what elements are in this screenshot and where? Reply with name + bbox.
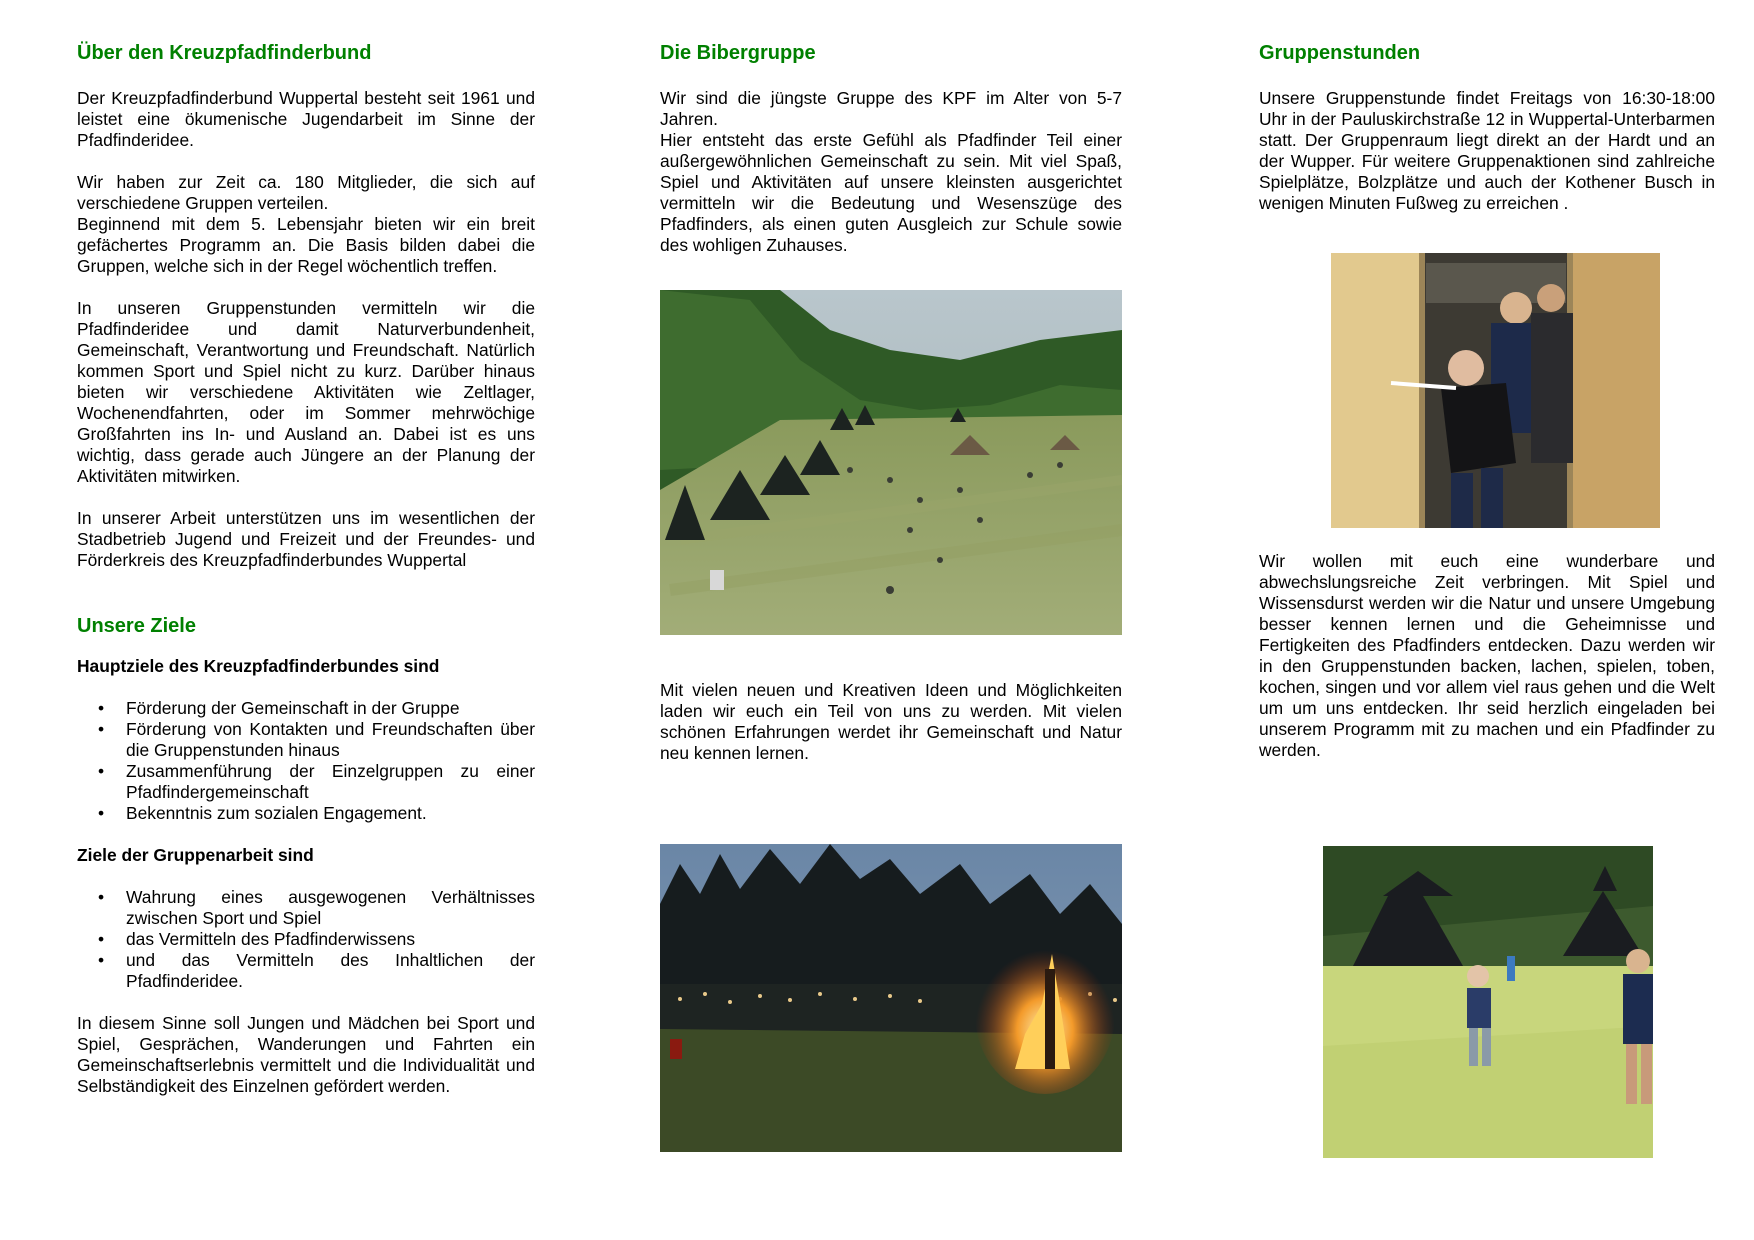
main-goals-title: Hauptziele des Kreuzpfadfinderbundes sind [77, 656, 440, 676]
group-goals-list [77, 887, 535, 992]
main-goals-list [77, 698, 535, 824]
doorway-children-photo [1331, 253, 1660, 528]
list-item: • das Vermitteln des Pfadfinderwissens [77, 929, 535, 950]
closing-paragraph: In diesem Sinne soll Jungen und Mädchen bei Sport und Spiel, Gesprächen, Wanderungen und Fahrten ein Gemeinschaftserlebnis vermittelt und die Individualität und Selbständigkeit des Einzelnen gefördert werden. [77, 1013, 535, 1096]
gruppenstunden-paragraph-2: Wir wollen mit euch eine wunderbare und abwechslungsreiche Zeit verbringen. Mit Spiel und Wissensdurst werden wir die Natur und unsere Umgebung besser kennen lernen und die Geheimnisse und Fertigkeiten des Pfadfinders entdecken. Dazu werden wir in den Gruppenstunden backen, lachen, spielen, toben, kochen, singen und vor allem viel raus gehen und die Welt um um uns entdecken. Ihr seid herzlich eingeladen bei unserem Programm mit zu machen und ein Pfadfinder zu werden. [1259, 551, 1715, 760]
column-gruppenstunden [1259, 40, 1715, 214]
about-paragraph-5: In unserer Arbeit unterstützen uns im wesentlichen der Stadbetrieb Jugend und Freizeit und der Freundes- und Förderkreis des Kreuzpfadfinderbundes Wuppertal [77, 508, 535, 570]
campfire-photo [660, 844, 1122, 1152]
list-item: • und das Vermitteln des Inhaltlichen der Pfadfinderidee. [77, 950, 535, 992]
column-bibergruppe [660, 40, 1122, 256]
bibergruppe-paragraph-2: Mit vielen neuen und Kreativen Ideen und Möglichkeiten laden wir euch ein Teil von uns zu werden. Mit vielen schönen Erfahrungen werdet ihr Gemeinschaft und Natur neu kennen lernen. [660, 680, 1122, 763]
about-paragraph-1: Der Kreuzpfadfinderbund Wuppertal besteht seit 1961 und leistet eine ökumenische Jugendarbeit im Sinne der Pfadfinderidee. [77, 88, 535, 150]
bibergruppe-lower-text [660, 680, 1122, 764]
list-item: • Zusammenführung der Einzelgruppen zu einer Pfadfindergemeinschaft [77, 761, 535, 803]
about-paragraph-2: Wir haben zur Zeit ca. 180 Mitglieder, die sich auf verschiedene Gruppen verteilen. [77, 172, 535, 213]
gruppenstunden-heading: Gruppenstunden [1259, 42, 1421, 64]
goals-heading: Unsere Ziele [77, 615, 196, 637]
bibergruppe-heading: Die Bibergruppe [660, 42, 816, 64]
bibergruppe-paragraph-1b: Hier entsteht das erste Gefühl als Pfadfinder Teil einer außergewöhnlichen Gemeinschaft zu sein. Mit viel Spaß, Spiel und Aktivitäten auf unsere kleinsten ausgerichtet vermitteln wir die Bedeutung und Wesenszüge des Pfadfinders, als einen guten Ausgleich zur Schule sowie des wohligen Zuhauses. [660, 130, 1122, 255]
list-item: • Förderung der Gemeinschaft in der Gruppe [77, 698, 535, 719]
group-goals-title: Ziele der Gruppenarbeit sind [77, 845, 314, 865]
column-about [77, 40, 535, 1097]
children-meadow-photo [1323, 846, 1653, 1158]
gruppenstunden-lower-text [1259, 551, 1715, 761]
about-paragraph-4: In unseren Gruppenstunden vermitteln wir die Pfadfinderidee und damit Naturverbundenheit, Gemeinschaft, Verantwortung und Freundschaft. Natürlich kommen Sport und Spiel nicht zu kurz. Darüber hinaus bieten wir verschiedene Aktivitäten wie Zeltlager, Wochenendfahrten, oder im Sommer mehrwöchige Großfahrten ins In- und Ausland an. Dabei ist es uns wichtig, dass gerade auch Jüngere an der Planung der Aktivitäten mitwirken. [77, 298, 535, 486]
gruppenstunden-paragraph-1: Unsere Gruppenstunde findet Freitags von 16:30-18:00 Uhr in der Pauluskirchstraße 12 in Wuppertal-Unterbarmen statt. Der Gruppenraum liegt direkt an der Hardt und an der Wupper. Für weitere Gruppenaktionen sind zahlreiche Spielplätze, Bolzplätze und auch der Kothener Busch in wenigen Minuten Fußweg zu erreichen . [1259, 88, 1715, 213]
list-item: • Bekenntnis zum sozialen Engagement. [77, 803, 535, 824]
camp-meadow-photo [660, 290, 1122, 635]
list-item: • Wahrung eines ausgewogenen Verhältnisses zwischen Sport und Spiel [77, 887, 535, 929]
about-paragraph-3: Beginnend mit dem 5. Lebensjahr bieten wir ein breit gefächertes Programm an. Die Basis bilden dabei die Gruppen, welche sich in der Regel wöchentlich treffen. [77, 214, 535, 276]
about-heading: Über den Kreuzpfadfinderbund [77, 42, 372, 64]
bibergruppe-paragraph-1a: Wir sind die jüngste Gruppe des KPF im Alter von 5-7 Jahren. [660, 88, 1122, 129]
list-item: • Förderung von Kontakten und Freundschaften über die Gruppenstunden hinaus [77, 719, 535, 761]
